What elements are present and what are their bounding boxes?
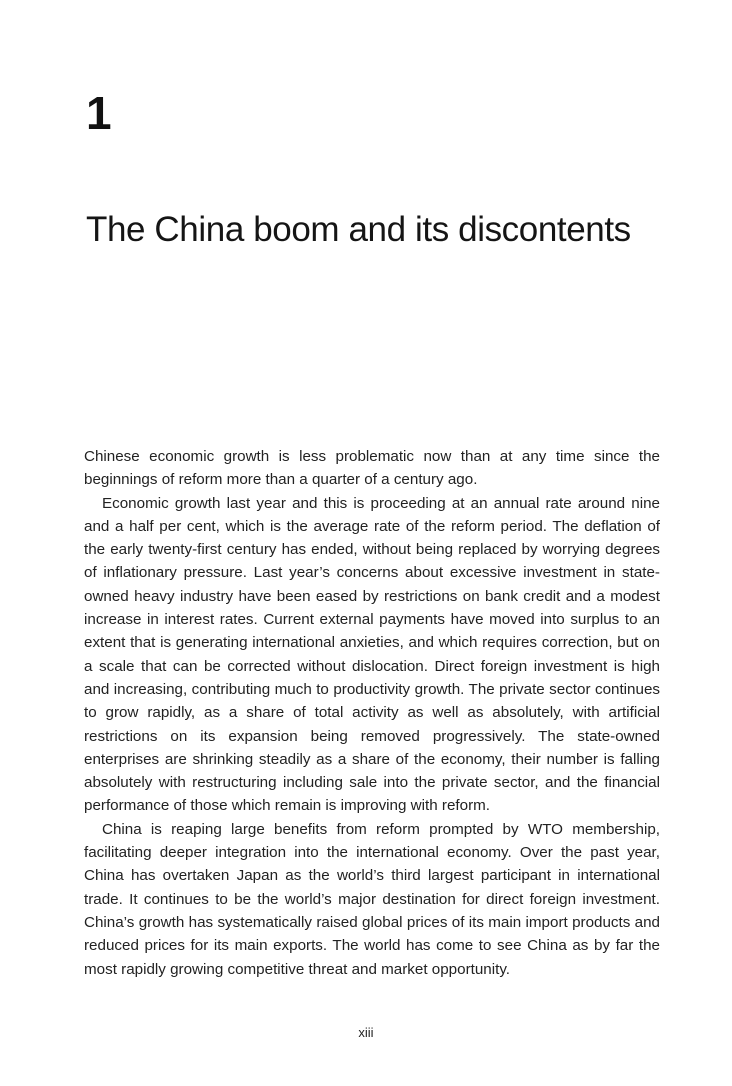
paragraph-3: China is reaping large benefits from reform prompted by WTO membership, facilitating deeper integration into the international economy. Over the past year, China has overtaken Japan as the world’s third largest participant in international trade. It continues to be the world’s major destination for direct foreign investment. China’s growth has systematically raised global prices of its main import products and reduced prices for its main exports. The world has come to see China as by far the most rapidly growing competitive threat and market opportunity. bbox=[84, 820, 660, 978]
paragraph-2: Economic growth last year and this is proceeding at an annual rate around nine and a half per cent, which is the average rate of the reform period. The deflation of the early twenty-first century has ended, without being replaced by worrying degrees of inflationary pressure. Last year’s concerns about excessive investment in state-owned heavy industry have been eased by restrictions on bank credit and a modest increase in interest rates. Current external payments have moved into surplus to an extent that is generating international anxieties, and which requires correction, but on a scale that can be corrected without dislocation. Direct foreign investment is high and increasing, contributing much to productivity growth. The private sector continues to grow rapidly, as a share of total activity as well as absolutely, with artificial restrictions on its expansion being removed progressively. The state-owned enterprises are shrinking steadily as a share of the economy, their number is falling absolutely with restructuring including sale into the private sector, and the financial performance of those which remain is improving with reform. bbox=[84, 494, 660, 815]
chapter-body bbox=[84, 445, 660, 981]
chapter-number: 1 bbox=[86, 87, 112, 139]
chapter-title: The China boom and its discontents bbox=[86, 210, 631, 249]
paragraph-1: Chinese economic growth is less problematic now than at any time since the beginnings of reform more than a quarter of a century ago. bbox=[84, 448, 660, 489]
page-number: xiii bbox=[358, 1025, 374, 1040]
